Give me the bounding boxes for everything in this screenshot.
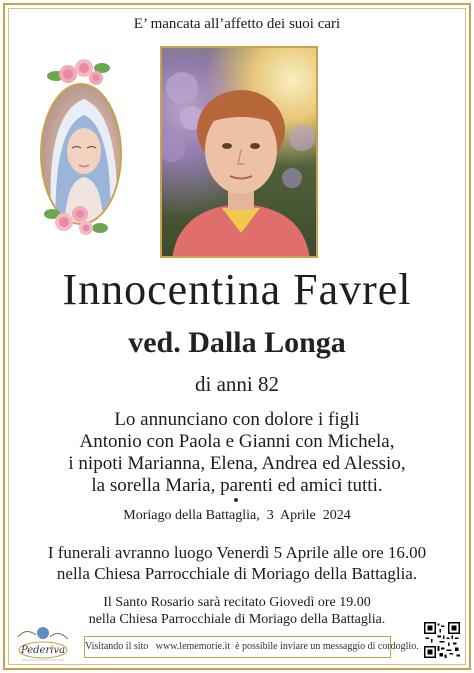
rose-icon <box>44 200 108 240</box>
intro-text: E’ mancata all’affetto dei suoi cari <box>133 16 341 32</box>
deceased-age: di anni 82 <box>195 372 279 396</box>
funeral-info <box>0 542 474 584</box>
logo-text: Pederiva <box>20 645 66 656</box>
place-date: Moriago della Battaglia, 3 Aprile 2024 <box>123 508 351 523</box>
announcement-line: i nipoti Marianna, Elena, Andrea ed Alessio, <box>68 453 406 474</box>
rosary-line: nella Chiesa Parrocchiale di Moriago della Battaglia. <box>88 612 386 627</box>
widow-of: ved. Dalla Longa <box>128 326 346 359</box>
funeral-home-logo <box>14 623 72 663</box>
funeral-line: I funerali avranno luogo Venerdì 5 Aprile alle ore 16.00 <box>47 543 427 562</box>
separator-dot <box>234 498 238 502</box>
rosary-line: Il Santo Rosario sarà recitato Giovedì ore 19.00 <box>103 595 371 610</box>
deceased-name: Innocentina Favrel <box>62 265 412 314</box>
funeral-line: nella Chiesa Parrocchiale di Moriago della Battaglia. <box>56 564 418 583</box>
announcement-line: la sorella Maria, parenti ed amici tutti. <box>91 475 383 496</box>
qr-code-icon[interactable] <box>424 622 460 658</box>
announcement <box>0 409 474 497</box>
rose-icon <box>44 54 114 94</box>
portrait-photo <box>160 46 318 258</box>
announcement-line: Antonio con Paola e Gianni con Michela, <box>79 431 395 452</box>
footer-notice: Visitando il sito www.lememorie.it è possibile inviare un messaggio di cordoglio. <box>84 636 391 658</box>
announcement-line: Lo annunciano con dolore i figli <box>114 409 360 430</box>
